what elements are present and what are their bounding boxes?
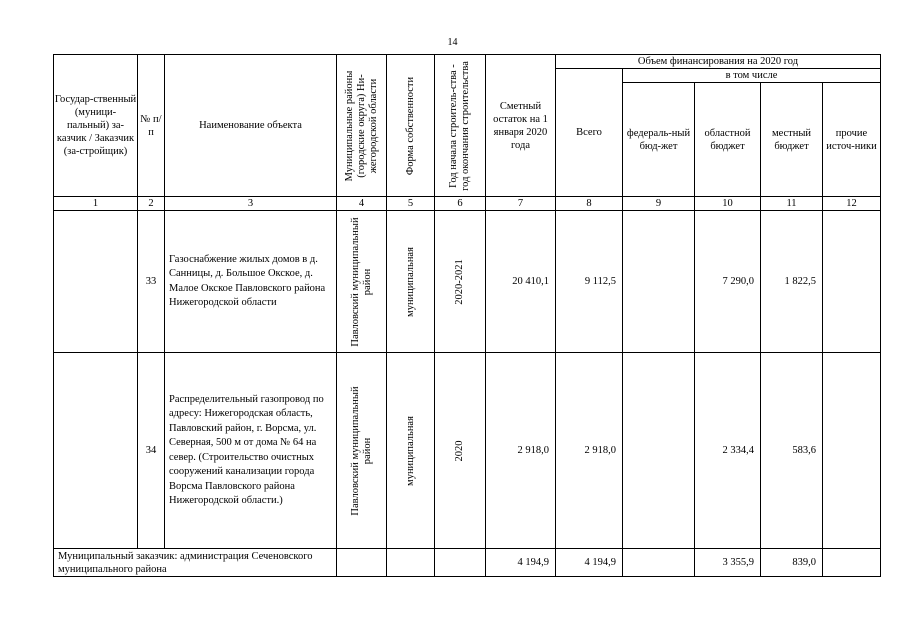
- years-cell: 2020-2021: [435, 211, 486, 353]
- row-number: 33: [138, 211, 165, 353]
- header-regional: областной бюджет: [695, 83, 761, 197]
- balance-cell: 2 918,0: [486, 353, 556, 549]
- header-federal: федераль-ный бюд-жет: [623, 83, 695, 197]
- col-number: 8: [556, 197, 623, 211]
- col-number: 2: [138, 197, 165, 211]
- total-cell: 9 112,5: [556, 211, 623, 353]
- footer-row: [54, 549, 881, 577]
- table-row: [54, 353, 881, 549]
- col-number: 1: [54, 197, 138, 211]
- other-cell: [823, 211, 881, 353]
- col-number: 7: [486, 197, 556, 211]
- customer-cell: [54, 211, 138, 353]
- federal-cell: [623, 353, 695, 549]
- footer-local: 839,0: [761, 549, 823, 577]
- col-number: 11: [761, 197, 823, 211]
- district-cell: Павловский муниципальный район: [337, 211, 387, 353]
- table-row: [54, 211, 881, 353]
- col-number: 9: [623, 197, 695, 211]
- footer-empty-cell: [387, 549, 435, 577]
- column-numbers-row: [54, 197, 881, 211]
- local-cell: 1 822,5: [761, 211, 823, 353]
- federal-cell: [623, 211, 695, 353]
- header-object-name: Наименование объекта: [165, 55, 337, 197]
- financing-table: [53, 54, 881, 577]
- footer-empty-cell: [337, 549, 387, 577]
- header-funding-title: Объем финансирования на 2020 год: [556, 55, 881, 69]
- ownership-cell: муниципальная: [387, 211, 435, 353]
- col-number: 6: [435, 197, 486, 211]
- header-including: в том числе: [623, 69, 881, 83]
- district-cell: Павловский муниципальный район: [337, 353, 387, 549]
- header-years: Год начала строитель-ства - год окончания строительства: [435, 55, 486, 197]
- regional-cell: 2 334,4: [695, 353, 761, 549]
- total-cell: 2 918,0: [556, 353, 623, 549]
- object-name: Газоснабжение жилых домов в д. Санницы, д. Большое Окское, д. Малое Окское Павловского района Нижегородской области: [165, 211, 337, 353]
- header-balance: Сметный остаток на 1 января 2020 года: [486, 55, 556, 197]
- regional-cell: 7 290,0: [695, 211, 761, 353]
- header-local: местный бюджет: [761, 83, 823, 197]
- col-number: 12: [823, 197, 881, 211]
- header-other: прочие источ-ники: [823, 83, 881, 197]
- col-number: 5: [387, 197, 435, 211]
- footer-total: 4 194,9: [556, 549, 623, 577]
- other-cell: [823, 353, 881, 549]
- header-ownership: Форма собственности: [387, 55, 435, 197]
- header-number: № п/п: [138, 55, 165, 197]
- customer-cell: [54, 353, 138, 549]
- footer-customer-label: Муниципальный заказчик: администрация Сеченовского муниципального района: [54, 549, 337, 577]
- footer-regional: 3 355,9: [695, 549, 761, 577]
- header-customer: Государ-ственный (муници-пальный) за-казчик / Заказчик (за-стройщик): [54, 55, 138, 197]
- col-number: 3: [165, 197, 337, 211]
- years-cell: 2020: [435, 353, 486, 549]
- footer-other: [823, 549, 881, 577]
- footer-federal: [623, 549, 695, 577]
- ownership-cell: муниципальная: [387, 353, 435, 549]
- row-number: 34: [138, 353, 165, 549]
- col-number: 10: [695, 197, 761, 211]
- object-name: Распределительный газопровод по адресу: Нижегородская область, Павловский район, г. Ворсма, ул. Северная, 500 м от дома № 64 на север. (Строительство очистных сооружений канализации города Ворсма Павловского района Нижегородской области.): [165, 353, 337, 549]
- footer-balance: 4 194,9: [486, 549, 556, 577]
- header-total: Всего: [556, 69, 623, 197]
- header-district: Муниципальные районы (городские округа) Ни-жегородской области: [337, 55, 387, 197]
- col-number: 4: [337, 197, 387, 211]
- footer-empty-cell: [435, 549, 486, 577]
- local-cell: 583,6: [761, 353, 823, 549]
- balance-cell: 20 410,1: [486, 211, 556, 353]
- page-number: 14: [447, 37, 458, 48]
